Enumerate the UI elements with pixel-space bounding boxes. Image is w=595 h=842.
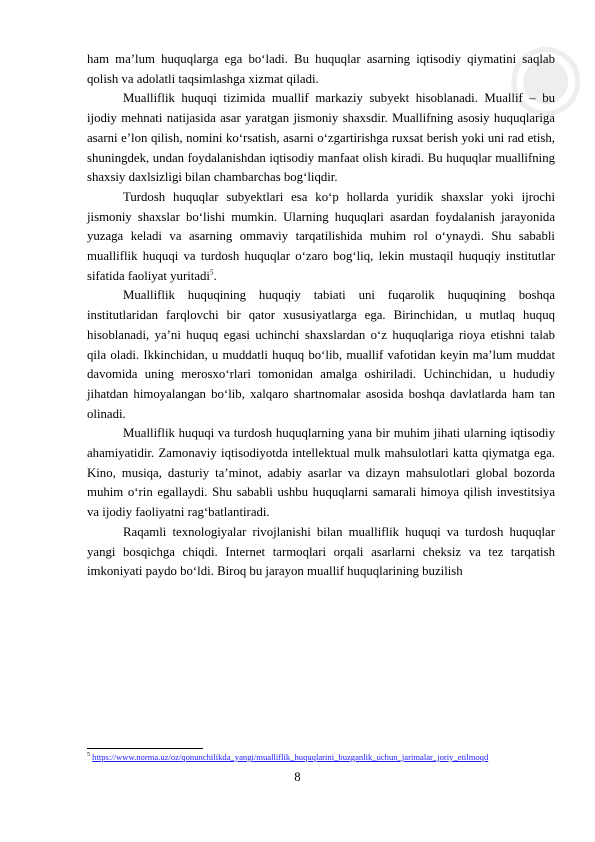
paragraph-6 — [87, 523, 555, 582]
footnote-link[interactable]: https://www.norma.uz/oz/qonunchilikda_yangi/mualliflik_huquqlarini_buzganlik_uchun_jarimalar_joriy_etilmoqd — [92, 752, 489, 762]
page-number: 8 — [294, 770, 301, 784]
paragraph-text: Mualliflik huquqining huquqiy tabiati uni fuqarolik huquqining boshqa institutlaridan farqlovchi bir qator xususiyatlarga ega. Birinchidan, u mutlaq huquq hisoblanadi, ya’ni huquq egasi uchinchi shaxslardan o‘z huquqlariga rioya etishni talab qila oladi. Ikkinchidan, u muddatli huquq bo‘lib, muallif vafotidan keyin ma’lum muddat davomida uning merosxo‘rlari tomonidan amalga oshiriladi. Uchinchidan, u hududiy jihatdan himoyalangan bo‘lib, xalqaro shartnomalar asosida boshqa davlatlarda ham tan olinadi. — [87, 288, 555, 421]
logo-watermark: ◉ — [506, 22, 585, 127]
document-body — [87, 50, 555, 582]
paragraph-3 — [87, 188, 555, 287]
paragraph-5 — [87, 424, 555, 523]
footnote — [87, 752, 562, 763]
footnote-number: 5 — [87, 752, 90, 759]
paragraph-text: ham ma’lum huquqlarga ega bo‘ladi. Bu huquqlar asarning iqtisodiy qiymatini saqlab qolish va adolatli taqsimlashga xizmat qiladi. — [87, 52, 555, 86]
paragraph-text: Turdosh huquqlar subyektlari esa ko‘p hollarda yuridik shaxslar yoki ijrochi jismoniy shaxslar bo‘lishi mumkin. Ularning huquqlari asardan foydalanish jarayonida yuzaga keladi va asarning ommaviy tarqatilishida muhim rol o‘ynaydi. Shu sababli mualliflik huquqi va turdosh huquqlar o‘zaro bog‘liq, lekin mustaqil huquqiy institutlar sifatida faoliyat yuritadi — [87, 189, 555, 283]
footnote-reference[interactable]: 5 — [209, 268, 214, 277]
paragraph-1 — [87, 50, 555, 89]
paragraph-tail: . — [213, 268, 217, 283]
footnote-divider — [87, 748, 203, 749]
paragraph-text: Mualliflik huquqi va turdosh huquqlarning yana bir muhim jihati ularning iqtisodiy ahamiyatidir. Zamonaviy iqtisodiyotda intellektual mulk mahsulotlari katta qiymatga ega. Kino, musiqa, dasturiy ta’minot, adabiy asarlar va dizayn mahsulotlari global bozorda muhim o‘rin egallaydi. Shu sababli ushbu huquqlarni samarali himoya qilish investitsiya va ijodiy faoliyatni rag‘batlantiradi. — [87, 426, 555, 520]
paragraph-2 — [87, 89, 555, 188]
paragraph-text: Raqamli texnologiyalar rivojlanishi bilan mualliflik huquqi va turdosh huquqlar yangi bosqichga chiqdi. Internet tarmoqlari orqali asarlarni cheksiz va tez tarqatish imkoniyati paydo bo‘ldi. Biroq bu jarayon muallif huquqlarining buzilish — [87, 524, 555, 579]
paragraph-text: Mualliflik huquqi tizimida muallif markaziy subyekt hisoblanadi. Muallif – bu ijodiy mehnati natijasida asar yaratgan jismoniy shaxsdir. Muallifning asosiy huquqlariga asarni e’lon qilish, nomini ko‘rsatish, asarni o‘zgartirishga ruxsat berish yoki uni rad etish, shuningdek, undan foydalanishdan iqtisodiy manfaat olish kiradi. Bu huquqlar muallifning shaxsiy daxlsizligi bilan chambarchas bog‘liqdir. — [87, 91, 555, 185]
paragraph-4 — [87, 286, 555, 424]
